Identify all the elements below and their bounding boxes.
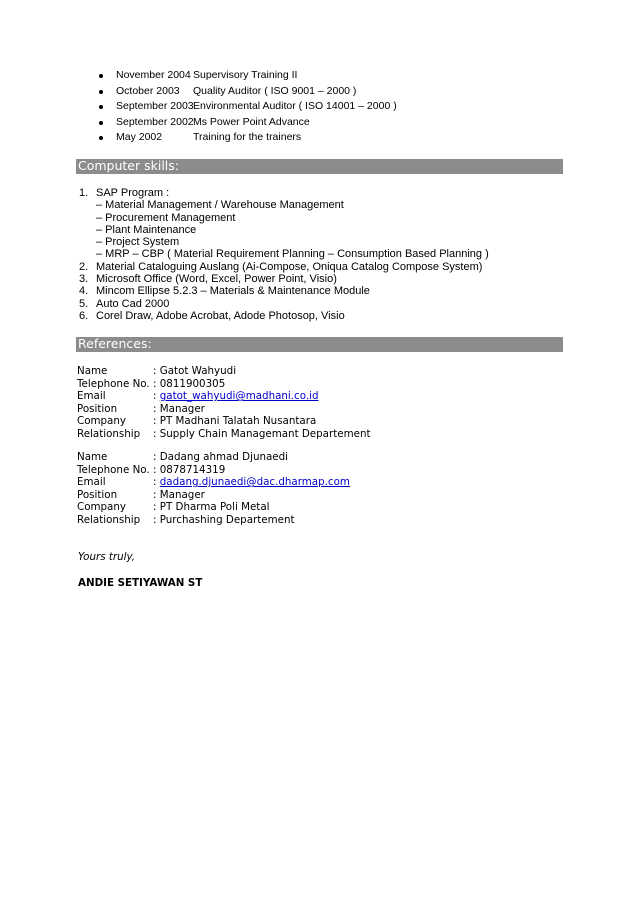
- section-title: Computer skills:: [78, 158, 180, 173]
- field-label: Name: [77, 451, 108, 463]
- field-value: : Dadang ahmad Djunaedi: [153, 451, 289, 463]
- field-value: : 0878714319: [153, 463, 226, 476]
- item-text: Auto Cad 2000: [96, 297, 170, 310]
- item-number: 5.: [79, 297, 89, 310]
- field-value: : Manager: [153, 402, 205, 415]
- training-title: Environmental Auditor ( ISO 14001 – 2000 ): [193, 100, 397, 112]
- item-number: 4.: [79, 285, 89, 298]
- field-label: Position: [77, 402, 118, 415]
- field-label: Relationship: [77, 513, 141, 526]
- training-date: October 2003: [116, 84, 180, 97]
- field-label: Company: [77, 415, 126, 428]
- field-label: Position: [77, 488, 118, 501]
- field-label: Email: [77, 390, 106, 403]
- field-label: Telephone No.: [77, 463, 150, 476]
- field-label: Name: [77, 365, 108, 377]
- field-value: : Gatot Wahyudi: [153, 365, 237, 377]
- field-label: Email: [77, 476, 106, 489]
- signature-name: ANDIE SETIYAWAN ST: [78, 577, 203, 589]
- item-text: – Plant Maintenance: [96, 223, 197, 236]
- item-number: 6.: [79, 309, 89, 322]
- section-title: References:: [78, 336, 152, 351]
- email-link[interactable]: gatot_wahyudi@madhani.co.id: [159, 390, 319, 403]
- field-value: : PT Madhani Talatah Nusantara: [153, 415, 317, 428]
- item-text: Microsoft Office (Word, Excel, Power Point, Visio): [96, 273, 337, 286]
- item-number: 1.: [79, 187, 89, 199]
- training-title: Supervisory Training II: [193, 69, 298, 81]
- field-label: Relationship: [77, 427, 141, 440]
- field-value: : PT Dharma Poli Metal: [153, 501, 270, 514]
- item-text: Corel Draw, Adobe Acrobat, Adode Photosop, Visio: [96, 309, 345, 322]
- field-label: Telephone No.: [77, 377, 150, 390]
- item-text: – Material Management / Warehouse Management: [96, 199, 344, 212]
- field-value: : Supply Chain Managemant Departement: [153, 427, 371, 440]
- email-link[interactable]: dadang.djunaedi@dac.dharmap.com: [159, 476, 350, 489]
- training-title: Quality Auditor ( ISO 9001 – 2000 ): [193, 84, 357, 97]
- field-value: : Manager: [153, 488, 205, 501]
- training-title: Ms Power Point Advance: [193, 115, 310, 128]
- field-value: : dadang.djunaedi@dac.dharmap.com: [153, 476, 350, 489]
- training-date: September 2003: [116, 100, 194, 112]
- field-value: : gatot_wahyudi@madhani.co.id: [153, 390, 319, 403]
- training-title: Training for the trainers: [193, 131, 302, 143]
- item-text: – MRP – CBP ( Material Requirement Planning – Consumption Based Planning ): [96, 248, 489, 261]
- item-text: Material Cataloguing Auslang (Ai-Compose, Oniqua Catalog Compose System): [96, 260, 483, 273]
- field-label: Company: [77, 501, 126, 514]
- closing-text: Yours truly,: [78, 551, 136, 563]
- references-heading: [76, 337, 563, 352]
- training-date: September 2002: [116, 115, 194, 128]
- training-date: November 2004: [116, 69, 191, 81]
- item-text: – Project System: [96, 236, 180, 249]
- training-date: May 2002: [116, 131, 163, 143]
- item-number: 2.: [79, 260, 89, 273]
- item-text: – Procurement Management: [96, 211, 236, 224]
- computer-skills-heading: [76, 159, 563, 174]
- field-value: : 0811900305: [153, 377, 226, 390]
- field-value: : Purchashing Departement: [153, 513, 295, 526]
- item-text: SAP Program :: [96, 187, 170, 199]
- item-text: Mincom Ellipse 5.2.3 – Materials & Maintenance Module: [96, 285, 370, 298]
- item-number: 3.: [79, 273, 89, 286]
